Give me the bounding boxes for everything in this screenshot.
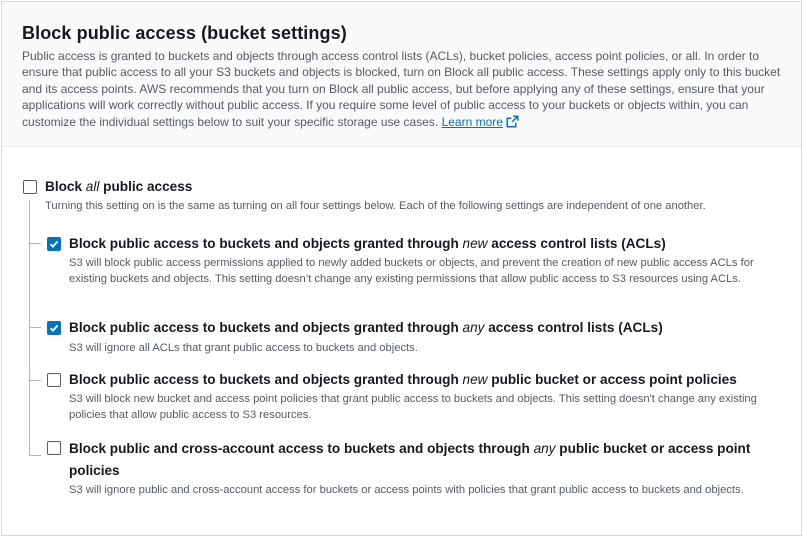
learn-more-label: Learn more (441, 114, 503, 129)
block-any-acls-title[interactable] (69, 318, 663, 338)
checkmark-icon (49, 323, 59, 333)
block-new-acls-title-pre: Block public access to buckets and objects granted through (69, 236, 463, 251)
panel-title: Block public access (bucket settings) (22, 23, 347, 43)
tree-branch-3 (29, 380, 41, 381)
block-all-title[interactable] (45, 177, 192, 197)
block-new-acls-description: S3 will block public access permissions applied to newly added buckets or objects, and prevent the creation of new public access ACLs for existing buckets and objects. This setting doesn’t change any existing permissions that allow public access to S3 resources using ACLs. (69, 257, 754, 286)
block-any-policies-description: S3 will ignore public and cross-account access for buckets or access points with policies that grant public access to buckets and objects. (69, 484, 744, 496)
tree-branch-4 (29, 455, 41, 456)
block-any-policies-title-pre: Block public and cross-account access to buckets and objects through (69, 441, 534, 456)
block-all-title-post: public access (99, 179, 193, 194)
block-any-acls-title-em: any (462, 320, 485, 335)
block-new-policies-checkbox[interactable] (47, 373, 61, 387)
block-all-checkbox[interactable] (23, 180, 37, 194)
external-link-icon (506, 115, 519, 128)
tree-vertical-line (29, 200, 30, 456)
learn-more-link[interactable] (442, 115, 519, 129)
block-new-policies-title-em: new (462, 372, 488, 387)
block-any-policies-title[interactable] (69, 438, 779, 482)
block-new-acls-title[interactable] (69, 234, 666, 254)
block-new-acls-title-post: access control lists (ACLs) (487, 236, 666, 251)
tree-branch-2 (29, 327, 41, 328)
panel-description (22, 48, 782, 130)
block-any-policies-title-post: public bucket or access point policies (69, 441, 751, 478)
block-all-title-em: all (85, 179, 100, 194)
block-new-policies-description: S3 will block new bucket and access point policies that grant public access to buckets and objects. This setting doesn't change any existing policies that allow public access to S3 resources. (69, 393, 757, 422)
tree-branch-1 (29, 243, 41, 244)
block-any-acls-title-post: access control lists (ACLs) (484, 320, 663, 335)
block-any-acls-title-pre: Block public access to buckets and objects granted through (69, 320, 463, 335)
panel-header (2, 2, 801, 147)
block-public-access-panel (1, 1, 802, 536)
block-any-policies-title-em: any (533, 441, 556, 456)
block-new-policies-title[interactable] (69, 370, 737, 390)
block-new-acls-title-em: new (462, 236, 488, 251)
block-any-acls-checkbox[interactable] (47, 321, 61, 335)
block-new-policies-title-post: public bucket or access point policies (487, 372, 737, 387)
block-any-acls-description: S3 will ignore all ACLs that grant public access to buckets and objects. (69, 342, 418, 354)
block-new-policies-title-pre: Block public access to buckets and objects granted through (69, 372, 463, 387)
panel-description-text: Public access is granted to buckets and objects through access control lists (ACLs), bucket policies, access point policies, or all. In order to ensure that public access to all your S3 buckets and objects is blocked, turn on Block all public access. These settings apply only to this bucket and its access points. AWS recommends that you turn on Block all public access, but before applying any of these settings, ensure that your applications will work correctly without public access. If you require some level of public access to your buckets or objects within, you can customize the individual settings below to suit your specific storage use cases. (22, 49, 781, 129)
block-new-acls-checkbox[interactable] (47, 237, 61, 251)
block-all-title-pre: Block (45, 179, 86, 194)
checkmark-icon (49, 239, 59, 249)
block-any-policies-checkbox[interactable] (47, 441, 61, 455)
block-all-description: Turning this setting on is the same as turning on all four settings below. Each of the following settings are independent of one another. (45, 200, 706, 212)
